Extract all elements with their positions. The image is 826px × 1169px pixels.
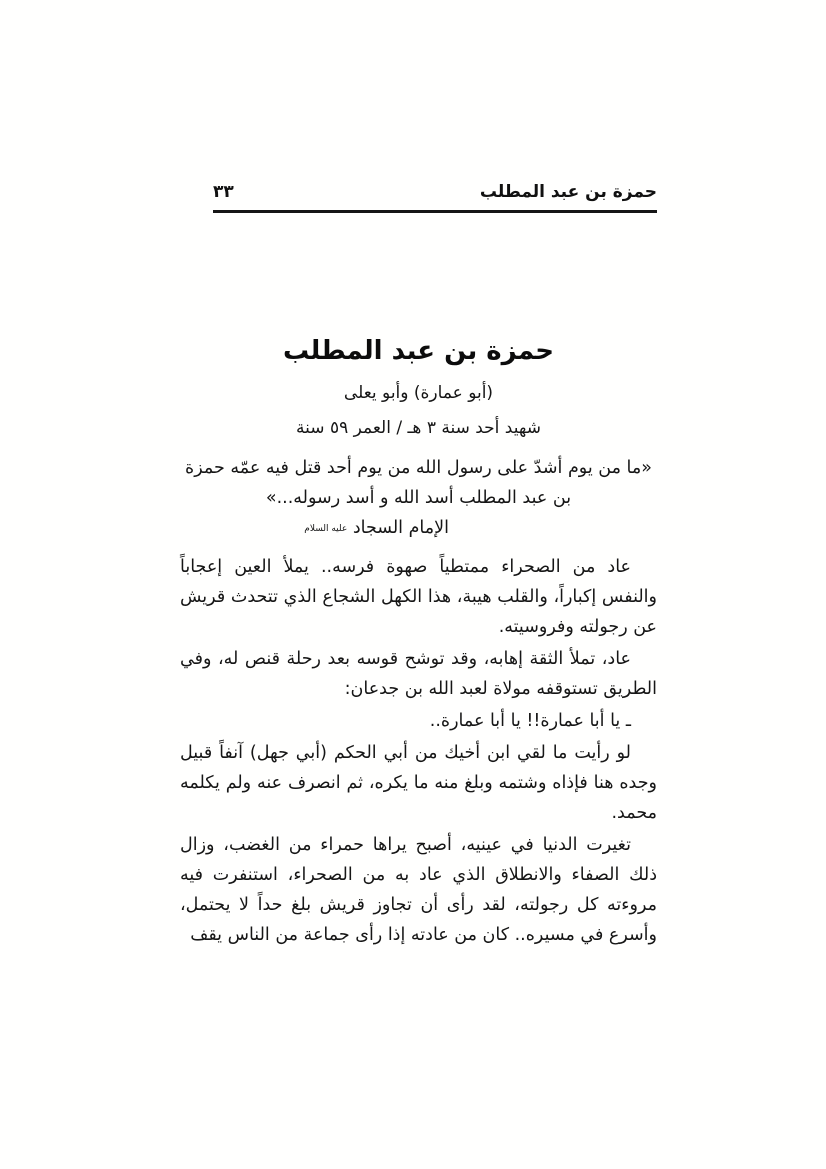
quote-attribution	[180, 514, 657, 543]
page-number: ٣٣	[213, 182, 234, 202]
page-body	[180, 335, 657, 950]
honorific-mark: عليه السلام	[304, 524, 348, 534]
running-header	[213, 181, 657, 203]
paragraph-return-from-desert: عاد من الصحراء ممتطياً صهوة فرسه.. يملأ العين إعجاباً والنفس إكباراً، والقلب هيبة، هذا الكهل الشجاع الذي تتحدث قريش عن رجولته وفروسيته.	[180, 557, 657, 637]
martyrdom-line: شهيد أحد سنة ٣ هـ / العمر ٥٩ سنة	[296, 418, 541, 438]
hadith-quote: «ما من يوم أشدّ على رسول الله من يوم أحد قتل فيه عمّه حمزة بن عبد المطلب أسد الله و أسد رسوله...»	[185, 458, 652, 508]
chapter-title: حمزة بن عبد المطلب	[283, 336, 554, 366]
running-header-title: حمزة بن عبد المطلب	[479, 182, 657, 202]
paragraph-abu-jahl-insult: لو رأيت ما لقي ابن أخيك من أبي الحكم (أبي جهل) آنفاً قبيل وجده هنا فإذاه وشتمه وبلغ منه ما يكره، ثم انصرف عنه ولم يكلمه محمد.	[180, 743, 657, 823]
body-text	[180, 552, 657, 950]
dialogue-line-abu-umara: ـ يا أبا عمارة!! يا أبا عمارة..	[429, 711, 631, 731]
paragraph-maula-stops-him: عاد، تملأ الثقة إهابه، وقد توشح قوسه بعد رحلة قنص له، وفي الطريق تستوقفه مولاة لعبد الله بن جدعان:	[180, 649, 657, 699]
kunya-line: (أبو عمارة) وأبو يعلى	[343, 383, 494, 403]
page-header	[213, 181, 657, 213]
paragraph-anger: تغيرت الدنيا في عينيه، أصبح يراها حمراء من الغضب، وزال ذلك الصفاء والانطلاق الذي عاد به من الصحراء، استنفرت فيه مروءته كل رجولته، لقد رأى أن تجاوز قريش بلغ حداً لا يحتمل، وأسرع في مسيره.. كان من عادته إذا رأى جماعة من الناس يقف	[180, 835, 657, 945]
attribution-name: الإمام السجاد	[352, 518, 449, 538]
header-rule	[213, 210, 657, 213]
